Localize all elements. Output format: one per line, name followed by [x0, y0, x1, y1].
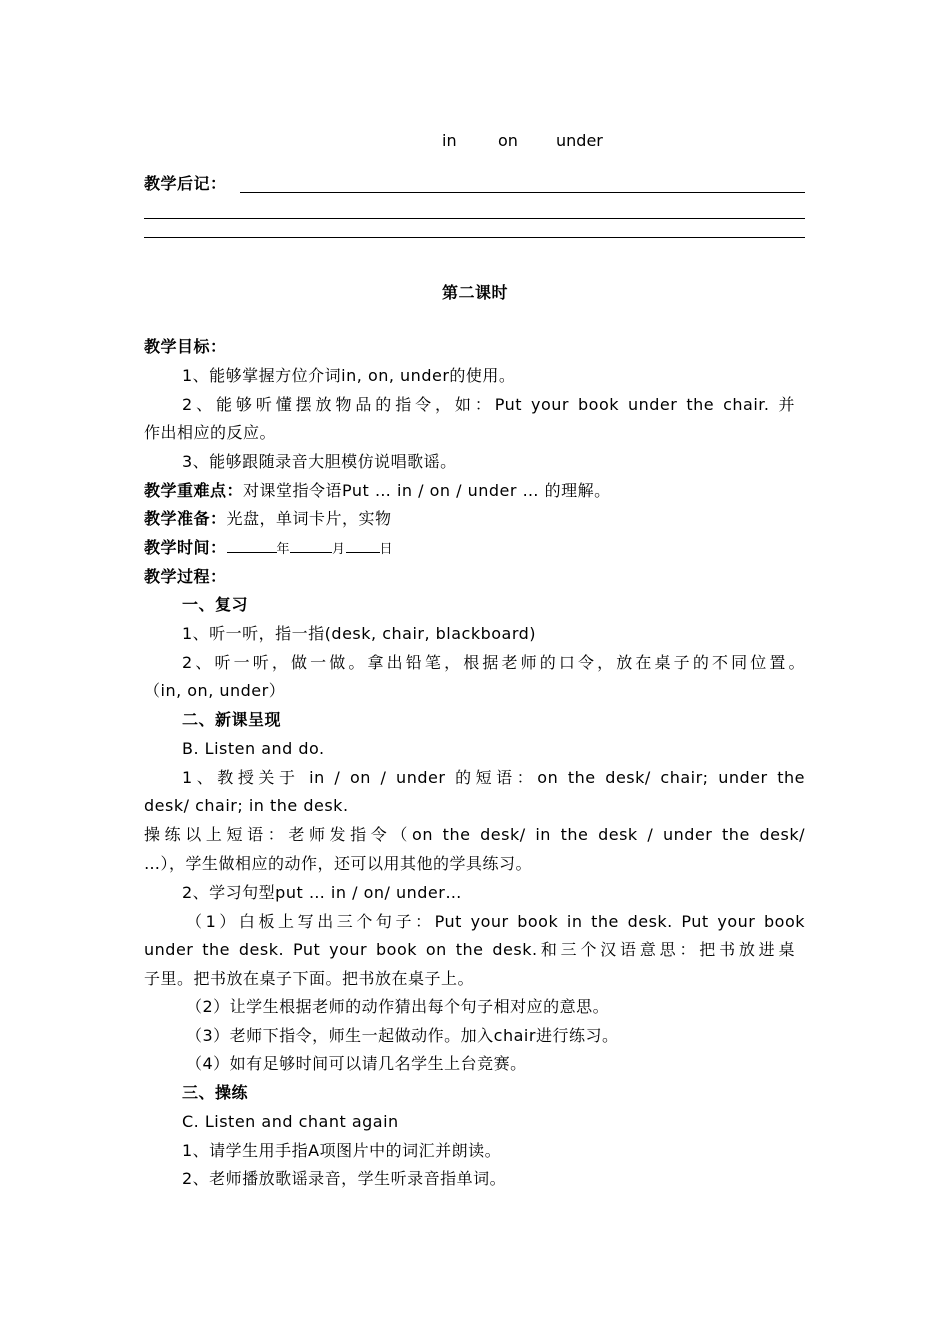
new-lesson-subtitle: B. Listen and do. — [182, 739, 325, 758]
review-heading: 一、复习 — [182, 595, 249, 614]
year-label: 年 — [276, 542, 291, 557]
practice-phrases-line-1: 操练以上短语：老师发指令（on the desk/ in the desk / under the desk/ — [144, 825, 805, 844]
sub-item-1-line-1: （1）白板上写出三个句子：Put your book in the desk. Put your book — [186, 912, 805, 931]
lesson-title: 第二课时 — [441, 283, 508, 302]
practice-subtitle: C. Listen and chant again — [182, 1112, 399, 1131]
sub-item-1-line-2: under the desk. Put your book on the desk.和三个汉语意思：把书放进桌 — [144, 940, 795, 959]
postscript-rule-2 — [144, 218, 805, 219]
key-points — [144, 481, 611, 501]
key-points-text: 对课堂指令语Put … in / on / under … 的理解。 — [243, 481, 611, 500]
sub-item-3: （3）老师下指令，师生一起做动作。加入chair进行练习。 — [186, 1026, 619, 1045]
postscript-rule-1 — [240, 192, 805, 193]
objective-2-line-1: 2、能够听懂摆放物品的指令，如：Put your book under the chair. 并 — [182, 395, 795, 414]
new-lesson-item-1-line-2: desk/ chair; in the desk. — [144, 796, 349, 815]
top-word-under: under — [556, 131, 603, 150]
month-blank[interactable] — [290, 538, 332, 553]
top-word-on: on — [498, 131, 518, 150]
preparation-text: 光盘，单词卡片，实物 — [226, 509, 392, 528]
review-item-1: 1、听一听，指一指(desk, chair, blackboard) — [182, 624, 537, 643]
postscript-rule-3 — [144, 237, 805, 238]
day-label: 日 — [379, 542, 394, 557]
practice-heading: 三、操练 — [182, 1083, 249, 1102]
objective-2-line-2: 作出相应的反应。 — [144, 423, 277, 442]
review-item-2-line-2: （in, on, under） — [144, 681, 286, 700]
process-label: 教学过程： — [144, 567, 227, 586]
month-label: 月 — [332, 542, 346, 557]
year-blank[interactable] — [227, 538, 277, 553]
postscript-label: 教学后记： — [144, 174, 227, 193]
sub-item-2: （2）让学生根据老师的动作猜出每个句子相对应的意思。 — [186, 997, 610, 1016]
new-lesson-item-1-line-1: 1、教授关于 in / on / under 的短语：on the desk/ chair; under the — [182, 768, 805, 787]
practice-item-2: 2、老师播放歌谣录音，学生听录音指单词。 — [182, 1169, 507, 1188]
sub-item-4: （4）如有足够时间可以请几名学生上台竞赛。 — [186, 1054, 527, 1073]
practice-phrases-line-2: …），学生做相应的动作，还可以用其他的学具练习。 — [144, 854, 533, 873]
sub-item-1-line-3: 子里。把书放在桌子下面。把书放在桌子上。 — [144, 969, 475, 988]
preparation-label: 教学准备： — [144, 509, 227, 528]
objective-3: 3、能够跟随录音大胆模仿说唱歌谣。 — [182, 452, 457, 471]
new-lesson-heading: 二、新课呈现 — [182, 710, 282, 729]
day-blank[interactable] — [346, 538, 380, 553]
review-item-2-line-1: 2、听一听，做一做。拿出铅笔，根据老师的口令，放在桌子的不同位置。 — [182, 653, 805, 672]
key-points-label: 教学重难点： — [144, 481, 244, 500]
top-word-in: in — [442, 131, 457, 150]
objective-1: 1、能够掌握方位介词in, on, under的使用。 — [182, 366, 516, 385]
objectives-label: 教学目标： — [144, 337, 227, 356]
time-label: 教学时间： — [144, 538, 227, 557]
teaching-time — [144, 538, 393, 560]
practice-item-1: 1、请学生用手指A项图片中的词汇并朗读。 — [182, 1141, 502, 1160]
preparation — [144, 509, 392, 529]
new-lesson-item-2: 2、学习句型put … in / on/ under… — [182, 883, 462, 902]
